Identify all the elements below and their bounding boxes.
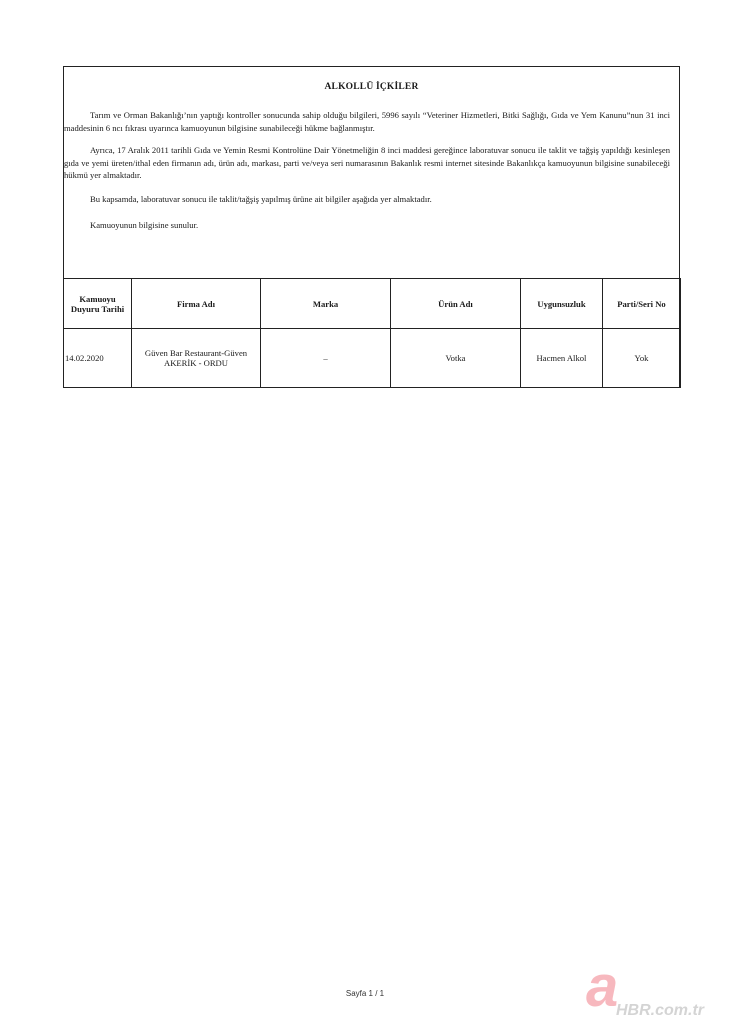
header-nonconformity: Uygunsuzluk [521,279,603,329]
header-product-name: Ürün Adı [391,279,521,329]
header-announcement-date: Kamuoyu Duyuru Tarihi [64,279,132,329]
watermark-letter: a [586,954,619,1019]
table-header-row [64,279,681,329]
document-title: ALKOLLÜ İÇKİLER [324,82,419,92]
announcement-box [63,66,680,388]
watermark-logo [586,954,726,1028]
header-lot-serial-no: Parti/Seri No [603,279,681,329]
cell-announcement-date: 14.02.2020 [64,329,132,388]
paragraph-regulation: Ayrıca, 17 Aralık 2011 tarihli Gıda ve Yemin Resmi Kontrolüne Dair Yönetmeliğin 8 inci maddesi gereğince laboratuvar sonucu ile taklit ve tağşiş yapıldığı kesinleşen gıda ve yemi üreten/ithal eden firmanın adı, ürün adı, markası, parti ve/veya seri numarasının Bakanlık resmi internet sitesinde Bakanlıkça kamuoyunun bilgisine sunabileceği hükmü yer almaktadır. [64,145,670,180]
table-row [64,329,681,388]
watermark-text: HBR.com.tr [616,1002,705,1019]
cell-brand: – [261,329,391,388]
paragraph-closing: Kamuoyunun bilgisine sunulur. [90,220,199,230]
cell-company-name: Güven Bar Restaurant-Güven AKERİK - ORDU [132,329,261,388]
cell-product-name: Votka [391,329,521,388]
cell-nonconformity: Hacmen Alkol [521,329,603,388]
cell-lot-serial-no: Yok [603,329,681,388]
paragraph-law-reference: Tarım ve Orman Bakanlığı’nın yaptığı kontroller sonucunda sahip olduğu bilgileri, 5996 sayılı “Veteriner Hizmetleri, Bitki Sağlığı, Gıda ve Yem Kanunu”nun 31 inci maddesinin 6 ncı fıkrası uyarınca kamuoyunun bilgisine sunabileceği hükme bağlanmıştır. [64,110,670,133]
paragraph-scope: Bu kapsamda, laboratuvar sonucu ile taklit/tağşiş yapılmış ürüne ait bilgiler aşağıda yer almaktadır. [90,194,432,204]
header-company-name: Firma Adı [132,279,261,329]
page-number: Sayfa 1 / 1 [345,989,385,998]
header-brand: Marka [261,279,391,329]
product-table [63,278,681,388]
